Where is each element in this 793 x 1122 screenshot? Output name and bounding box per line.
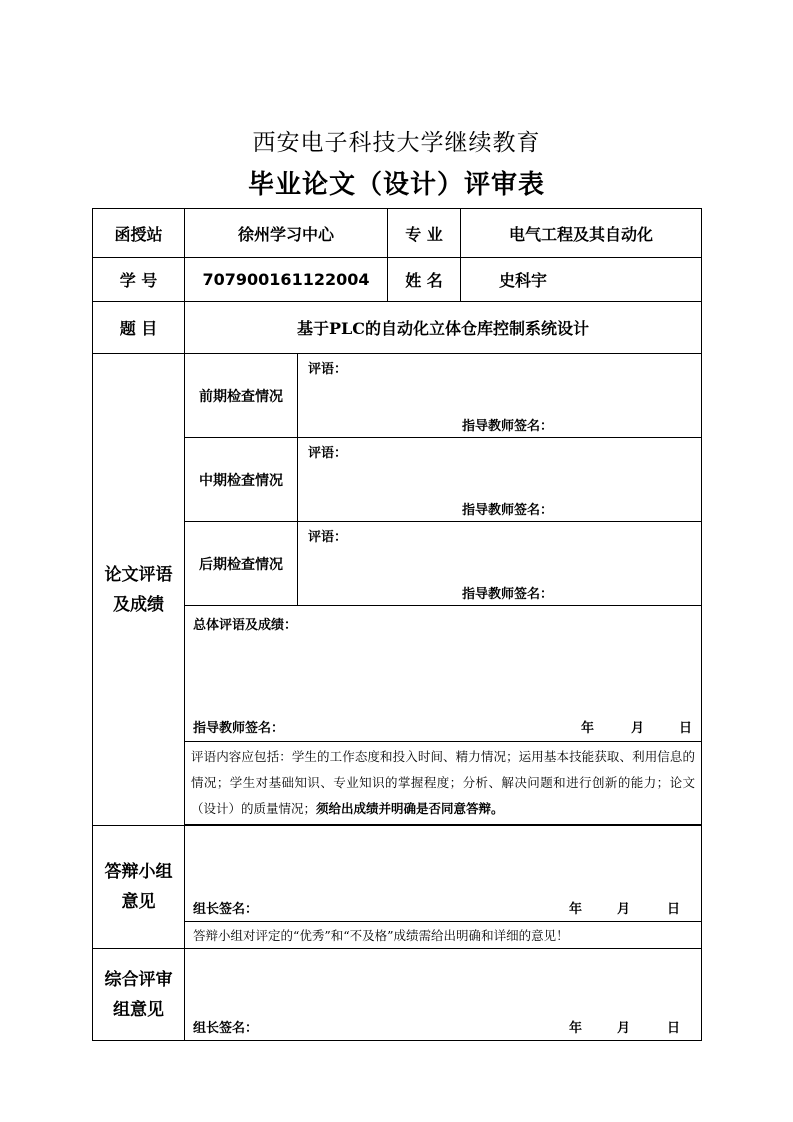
summary-label-line1: 综合评审 [104,969,173,990]
defense-month-label: 月 [617,902,631,917]
late-comment-label: 评语： [308,530,348,545]
defense-year-label: 年 [569,902,583,917]
station-label: 函授站 [93,209,185,258]
name-value: 史科宇 [461,258,702,302]
overall-sign-label: 指导教师签名： [193,721,285,736]
review-note-text: 评语内容应包括：学生的工作态度和投入时间、精力情况；运用基本技能获取、利用信息的情况；学生对基础知识、专业知识的掌握程度；分析、解决问题和进行创新的能力；论文（设计）的质量情况； [191,749,696,816]
topic-label: 题 目 [93,302,185,354]
overall-year-label: 年 [581,721,595,736]
topic-value: 基于PLC的自动化立体仓库控制系统设计 [185,302,702,354]
station-value: 徐州学习中心 [185,209,388,258]
early-check-label: 前期检查情况 [185,354,298,438]
summary-sign-label: 组长签名： [193,1021,259,1036]
early-check-cell[interactable] [298,354,702,438]
defense-section-label [93,826,185,949]
mid-comment-label: 评语： [308,446,348,461]
major-value: 电气工程及其自动化 [461,209,702,258]
review-section-label-line1: 论文评语 [104,564,173,585]
major-label: 专 业 [388,209,461,258]
student-id-value: 707900161122004 [185,258,388,302]
overall-comment-cell[interactable] [185,606,702,742]
defense-sign-label: 组长签名： [193,902,259,917]
name-label: 姓 名 [388,258,461,302]
defense-label-line2: 意见 [121,892,156,912]
early-sign-label: 指导教师签名： [462,419,554,434]
overall-month-label: 月 [631,721,645,736]
form-title: 毕业论文（设计）评审表 [247,170,545,200]
student-id-label: 学 号 [93,258,185,302]
review-note-emphasis: 须给出成绩并明确是否同意答辩。 [316,801,504,816]
mid-check-label: 中期检查情况 [185,438,298,522]
mid-check-cell[interactable] [298,438,702,522]
late-check-cell[interactable] [298,522,702,606]
summary-day-label: 日 [667,1021,681,1036]
review-section-label-line2: 及成绩 [113,594,164,615]
defense-day-label: 日 [667,902,681,917]
review-note-cell [185,742,702,825]
late-sign-label: 指导教师签名： [462,587,554,602]
mid-sign-label: 指导教师签名： [462,503,554,518]
defense-label-line1: 答辩小组 [104,862,173,882]
early-comment-label: 评语： [308,362,348,377]
review-section-label [93,354,185,826]
overall-comment-label: 总体评语及成绩： [193,618,298,633]
summary-year-label: 年 [569,1021,583,1036]
summary-label-line2: 组意见 [113,999,164,1020]
institution-title: 西安电子科技大学继续教育 [252,130,541,156]
summary-section-label [93,949,185,1041]
defense-note: 答辩小组对评定的“优秀”和“不及格”成绩需给出明确和详细的意见！ [185,922,702,949]
summary-month-label: 月 [617,1021,631,1036]
defense-opinion-cell[interactable] [185,826,702,922]
review-note [185,742,701,824]
summary-opinion-cell[interactable] [185,949,702,1041]
overall-day-label: 日 [679,721,693,736]
review-form-table [92,208,702,1041]
late-check-label: 后期检查情况 [185,522,298,606]
